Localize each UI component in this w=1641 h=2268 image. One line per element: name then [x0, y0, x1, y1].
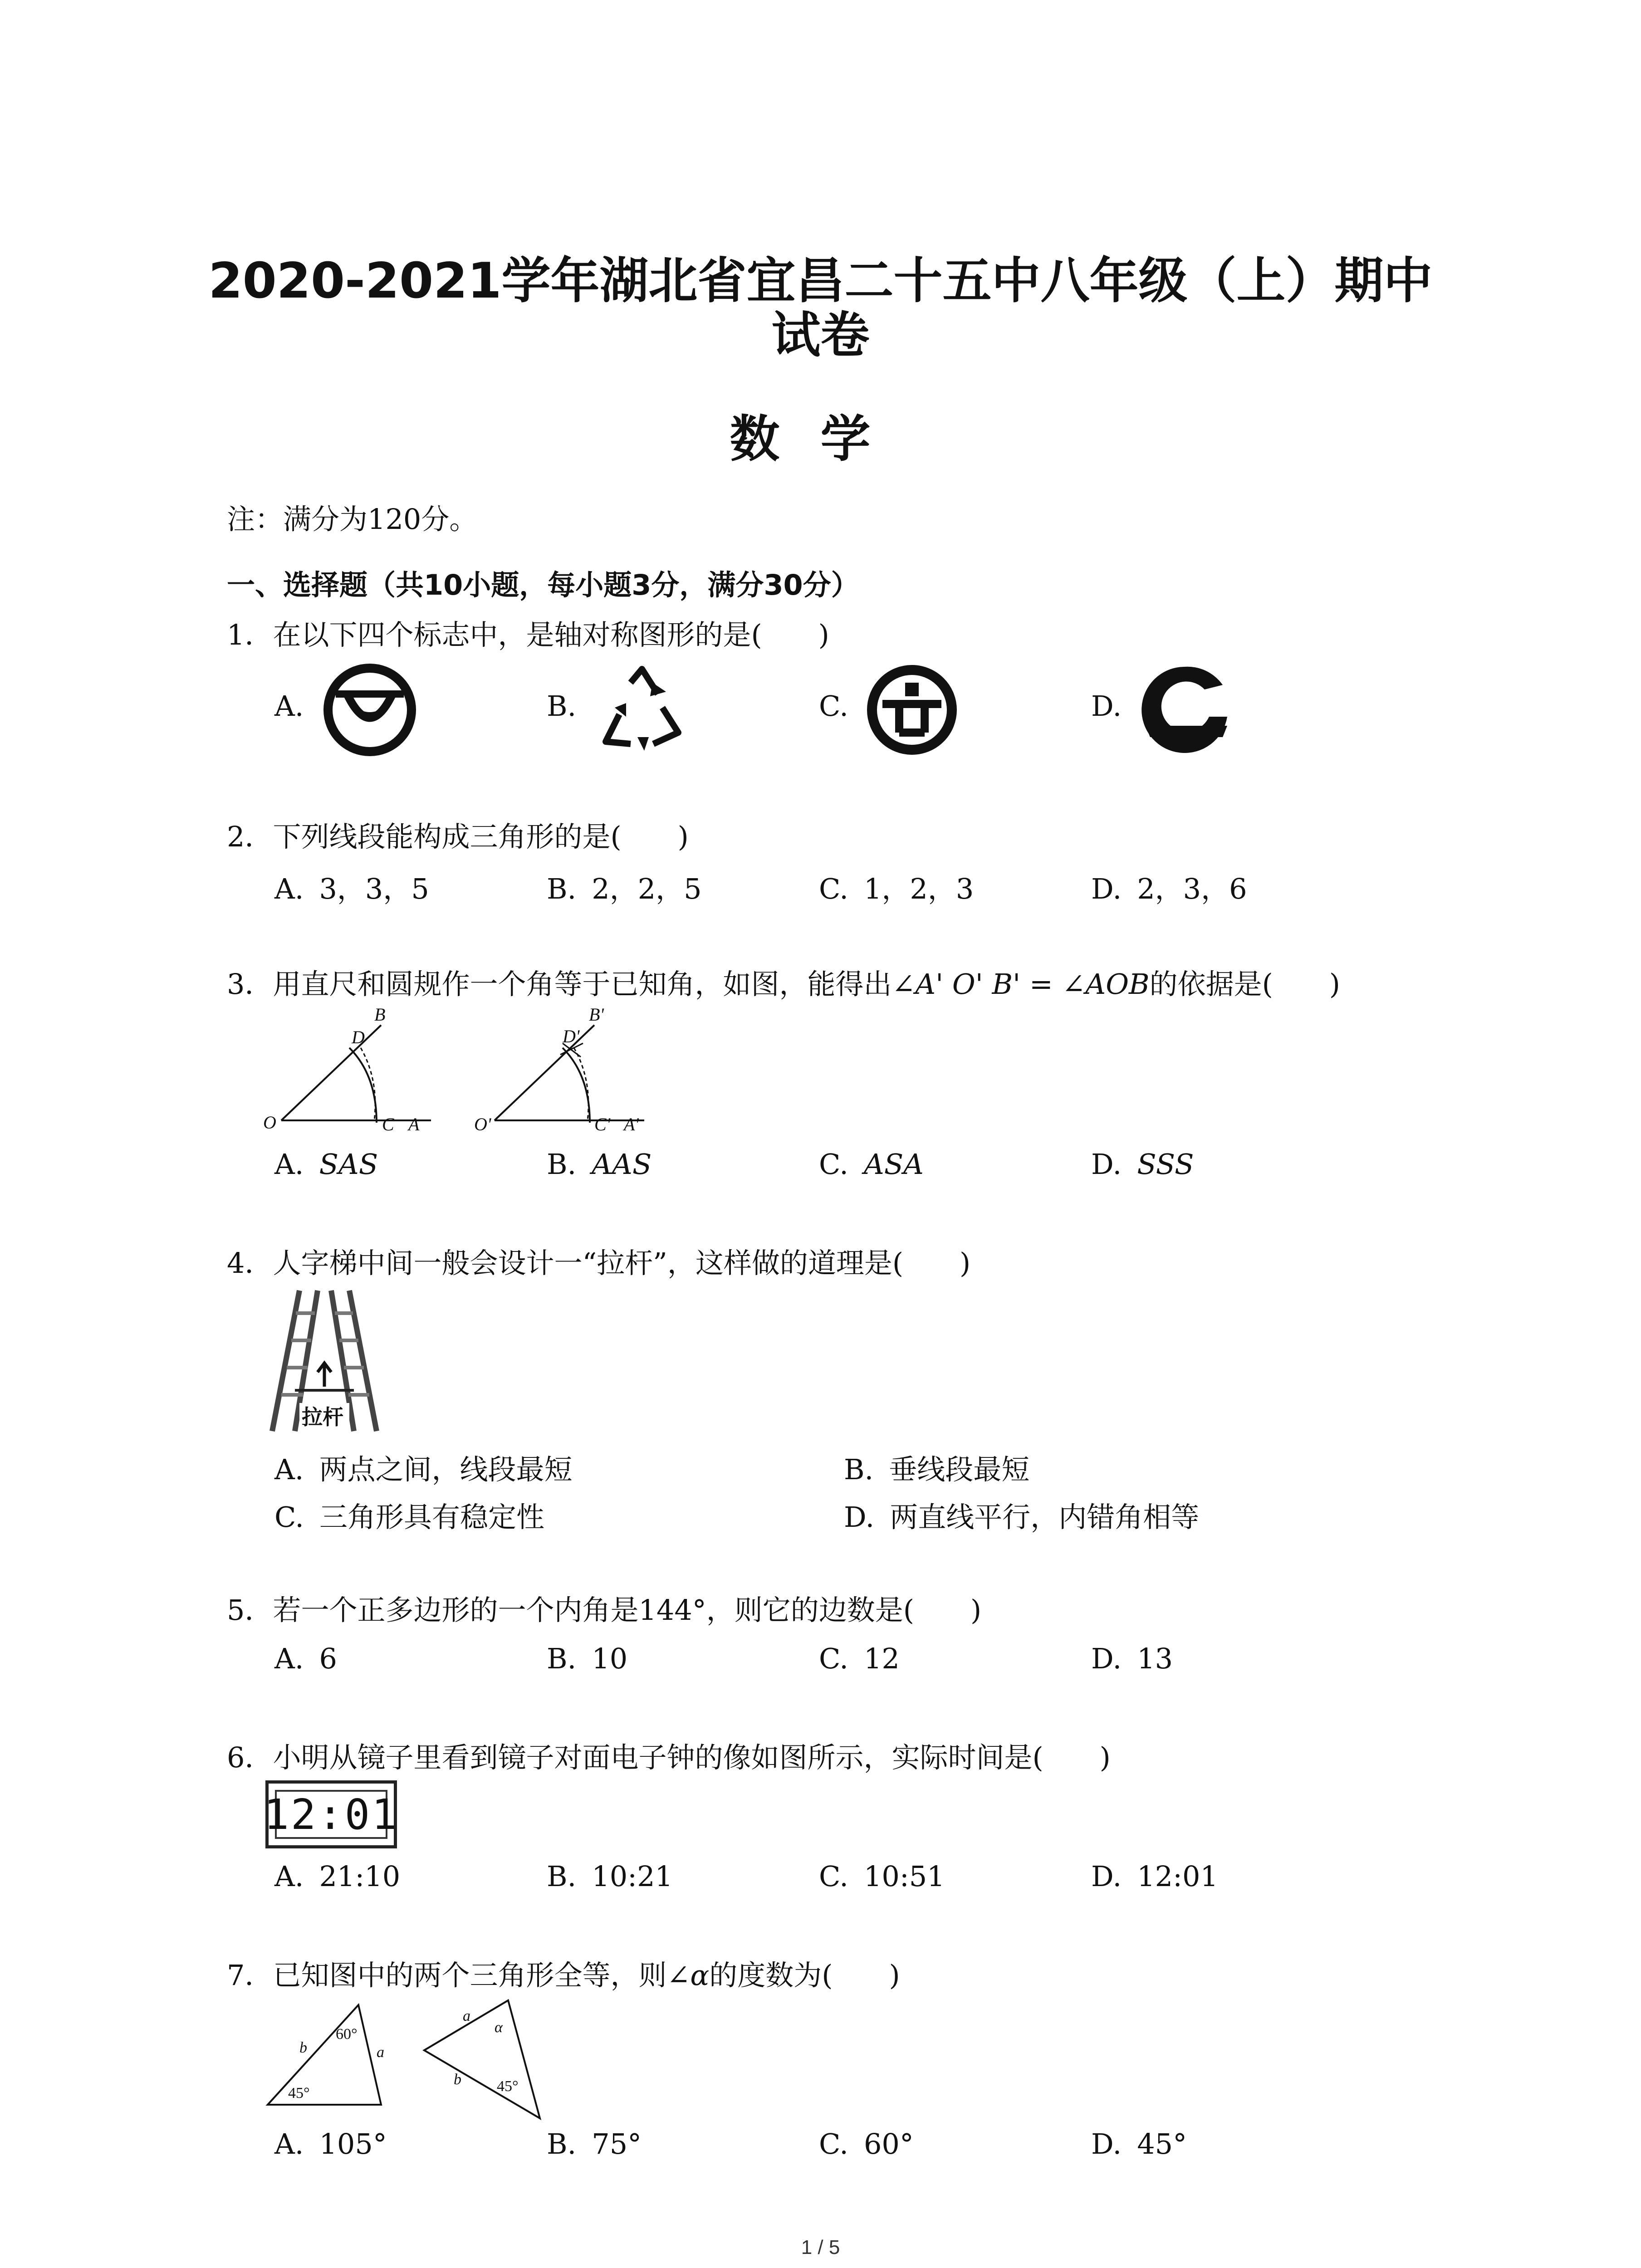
q4-option-c[interactable]: C. 三角形具有稳定性 [274, 1501, 544, 1534]
question-7-stem: 7．已知图中的两个三角形全等，则∠α的度数为( ) [227, 1959, 900, 1992]
q7-option-a[interactable]: A. 105° [274, 2127, 387, 2160]
triangle-figure-right [417, 1996, 558, 2127]
page-number: 1 / 5 [801, 2236, 840, 2258]
mirror-clock [265, 1780, 397, 1848]
angle-figure-right [472, 1004, 662, 1143]
label-b: B [374, 1004, 386, 1025]
q1-option-c[interactable]: C. [819, 689, 848, 723]
tri-left-b: b [299, 2039, 307, 2056]
q4-option-a[interactable]: A. 两点之间，线段最短 [274, 1453, 573, 1486]
label-o: O [263, 1112, 276, 1133]
tri-left-a: a [377, 2044, 384, 2061]
angle-figure-left [263, 1004, 445, 1143]
q7-option-b[interactable]: B. 75° [547, 2127, 642, 2160]
q4-option-b[interactable]: B. 垂线段最短 [844, 1453, 1030, 1486]
q3-option-a[interactable]: A. SAS [274, 1148, 378, 1181]
ladder-figure [268, 1286, 381, 1436]
q5-option-a[interactable]: A. 6 [274, 1642, 337, 1675]
question-6-stem: 6．小明从镜子里看到镜子对面电子钟的像如图所示，实际时间是( ) [227, 1741, 1111, 1774]
tri-right-b: b [454, 2071, 461, 2088]
tri-right-45: 45° [497, 2078, 519, 2095]
q2-option-c[interactable]: C. 1，2，3 [819, 872, 974, 905]
q6-option-a[interactable]: A. 21:10 [274, 1860, 401, 1893]
q2-option-d[interactable]: D. 2，3，6 [1091, 872, 1247, 905]
q5-option-d[interactable]: D. 13 [1091, 1642, 1173, 1675]
tri-right-a: a [463, 2008, 470, 2024]
label-a-prime: A' [624, 1114, 639, 1134]
label-o-prime: O' [474, 1114, 491, 1134]
score-note: 注：满分为120分。 [227, 503, 478, 536]
ring-logo-icon [322, 662, 417, 758]
triangle-figure-left [263, 2000, 404, 2114]
subject-title: 数学 [730, 410, 911, 468]
label-b-prime: B' [589, 1004, 604, 1025]
q5-option-c[interactable]: C. 12 [819, 1642, 900, 1675]
q6-option-d[interactable]: D. 12:01 [1091, 1860, 1218, 1893]
label-c: C [382, 1114, 394, 1134]
section-heading: 一、选择题（共10小题，每小题3分，满分30分） [227, 568, 859, 601]
question-2-stem: 2．下列线段能构成三角形的是( ) [227, 820, 689, 853]
q6-option-b[interactable]: B. 10:21 [547, 1860, 673, 1893]
page-title: 2020-2021学年湖北省宜昌二十五中八年级（上）期中 [208, 253, 1433, 309]
question-4-stem: 4．人字梯中间一般会设计一“拉杆”，这样做的道理是( ) [227, 1246, 971, 1280]
question-1-stem: 1．在以下四个标志中，是轴对称图形的是( ) [227, 618, 829, 651]
q6-option-c[interactable]: C. 10:51 [819, 1860, 945, 1893]
question-5-stem: 5．若一个正多边形的一个内角是144°，则它的边数是( ) [227, 1593, 982, 1627]
ladder-label: 拉杆 [302, 1405, 343, 1429]
tri-left-45: 45° [288, 2085, 310, 2102]
q1-option-d[interactable]: D. [1091, 689, 1122, 723]
label-d-prime: D' [563, 1026, 580, 1046]
drop-logo-icon [1136, 662, 1232, 758]
circle-logo-icon [867, 665, 957, 755]
label-d: D [352, 1027, 365, 1047]
recycle-logo-icon [594, 665, 690, 755]
q1-option-a[interactable]: A. [274, 689, 304, 723]
q2-option-a[interactable]: A. 3，3，5 [274, 872, 429, 905]
q2-option-b[interactable]: B. 2，2，5 [547, 872, 702, 905]
q3-option-b[interactable]: B. AAS [547, 1148, 652, 1181]
q7-option-d[interactable]: D. 45° [1091, 2127, 1187, 2160]
q4-option-d[interactable]: D. 两直线平行，内错角相等 [844, 1501, 1200, 1534]
label-c-prime: C' [594, 1114, 611, 1134]
q3-option-d[interactable]: D. SSS [1091, 1148, 1194, 1181]
tri-left-60: 60° [336, 2026, 358, 2043]
q1-option-b[interactable]: B. [547, 689, 577, 723]
label-a: A [408, 1114, 420, 1134]
page-title-line2: 试卷 [771, 307, 870, 364]
question-3-stem: 3．用直尺和圆规作一个角等于已知角，如图，能得出∠A' O' B' = ∠AOB的依据是( ) [227, 968, 1340, 1001]
clock-digits: 12:01 [264, 1790, 399, 1839]
q7-option-c[interactable]: C. 60° [819, 2127, 914, 2160]
q5-option-b[interactable]: B. 10 [547, 1642, 628, 1675]
tri-right-alpha: α [495, 2019, 503, 2036]
q3-option-c[interactable]: C. ASA [819, 1148, 924, 1181]
